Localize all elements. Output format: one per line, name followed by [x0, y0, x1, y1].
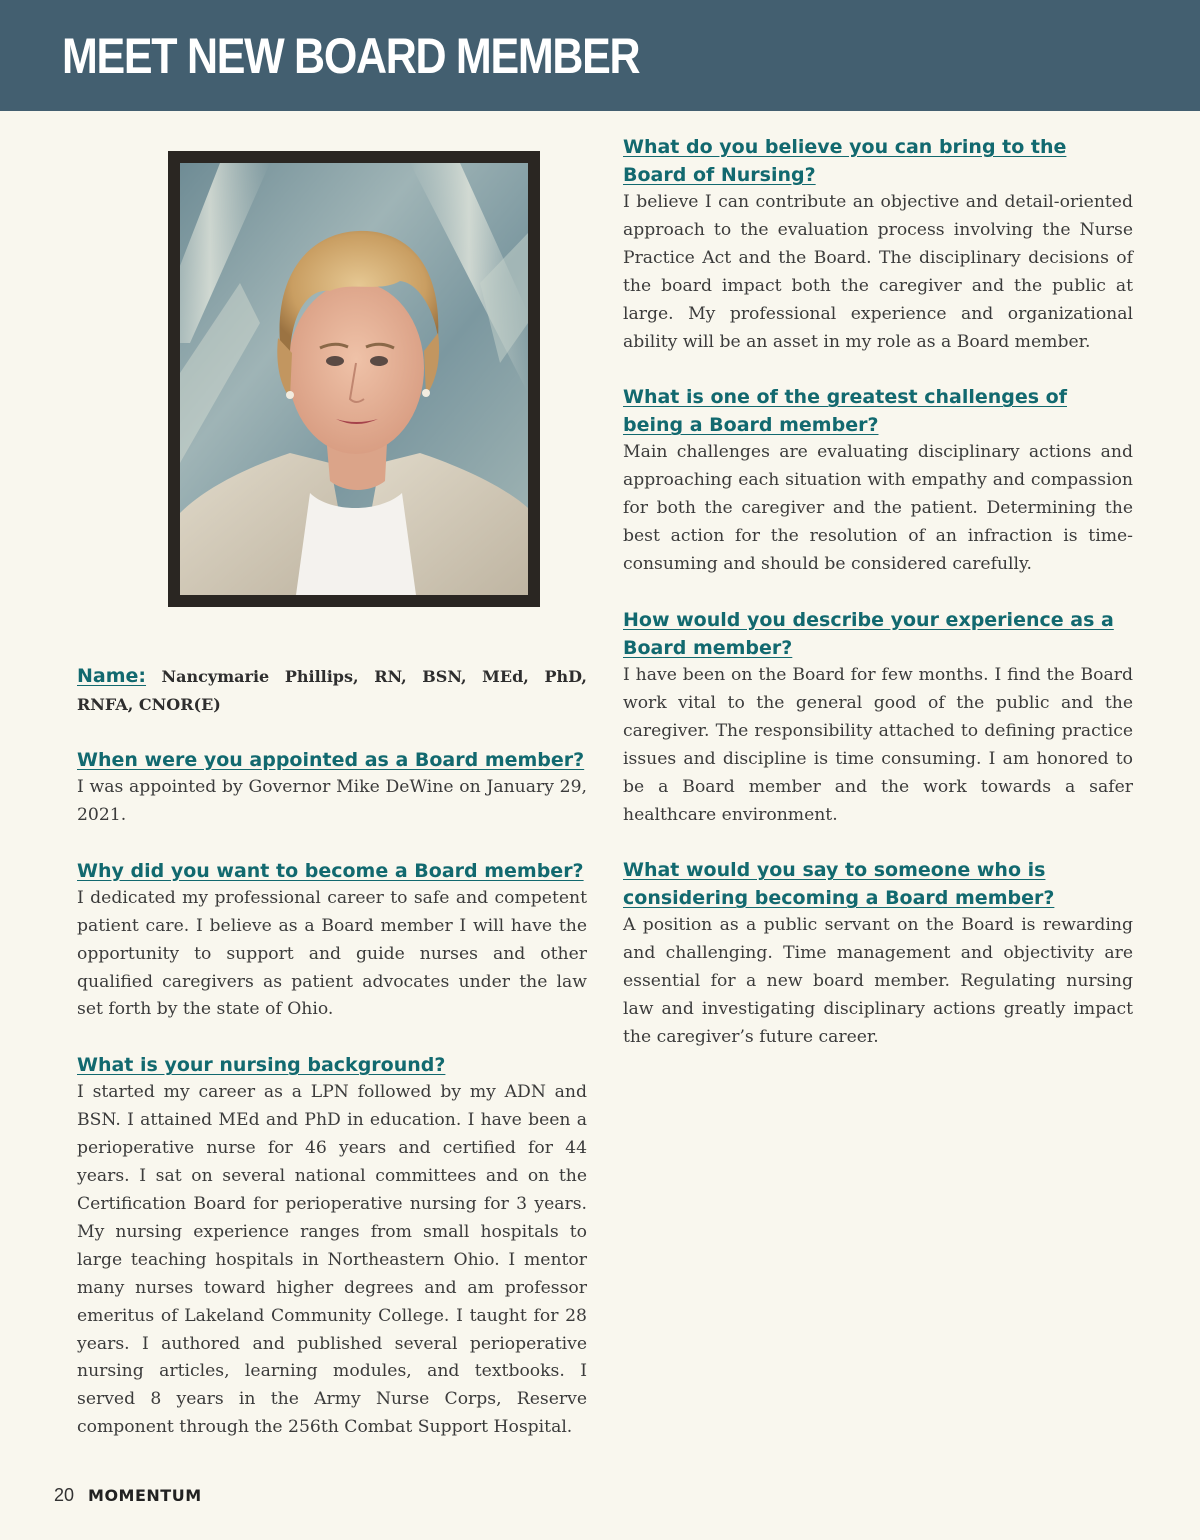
publication-name: MOMENTUM — [88, 1486, 202, 1505]
question-heading: What is one of the greatest challenges of being a Board member? — [623, 386, 1067, 437]
answer-text: A position as a public servant on the Board is rewarding and challenging. Time management and objectivity are essential for a new board member. Regulating nursing law and investigating disciplinary actions greatly impact the caregiver’s future career. — [623, 915, 1133, 1048]
page-number: 20 — [54, 1485, 75, 1505]
answer-text: I was appointed by Governor Mike DeWine on January 29, 2021. — [77, 777, 587, 825]
question-heading: What do you believe you can bring to the Board of Nursing? — [623, 136, 1067, 186]
answer-text: I have been on the Board for few months. I find the Board work vital to the general good of the public and the caregiver. The responsibility attached to defining practice issues and discipline is time consuming. I am honored to be a Board member and the work towards a safer healthcare environment. — [623, 664, 1133, 825]
name-line — [77, 662, 587, 719]
page-footer — [54, 1485, 202, 1506]
question-heading: When were you appointed as a Board member? — [77, 749, 585, 771]
question-heading: What would you say to someone who is considering becoming a Board member? — [623, 859, 1055, 910]
question-heading: How would you describe your experience as a Board member? — [623, 608, 1114, 659]
question-heading: What is your nursing background? — [77, 1054, 446, 1077]
left-column — [77, 662, 587, 1442]
page-title: MEET NEW BOARD MEMBER — [62, 28, 640, 84]
name-value: Nancymarie Phillips, RN, BSN, MEd, PhD, RNFA, CNOR(E) — [77, 667, 587, 714]
answer-text: I started my career as a LPN followed by my ADN and BSN. I attained MEd and PhD in education. I have been a perioperative nurse for 46 years and certified for 44 years. I sat on several national committees and on the Certification Board for perioperative nursing for 3 years. My nursing experience ranges from small hospitals to large teaching hospitals in Northeastern Ohio. I mentor many nurses toward higher degrees and am professor emeritus of Lakeland Community College. I taught for 28 years. I authored and published several perioperative nursing articles, learning modules, and textbooks. I served 8 years in the Army Nurse Corps, Reserve component through the 256th Combat Support Hospital. — [77, 1082, 587, 1438]
header-band — [0, 0, 1200, 111]
portrait-photo — [168, 151, 540, 607]
answer-text: I dedicated my professional career to safe and competent patient care. I believe as a Board member I will have the opportunity to support and guide nurses and other qualified caregivers as patient advocates under the law set forth by the state of Ohio. — [77, 887, 587, 1020]
right-column — [623, 133, 1133, 1052]
answer-text: Main challenges are evaluating disciplinary actions and approaching each situation with empathy and compassion for both the caregiver and the patient. Determining the best action for the resolution of an infraction is time-consuming and should be considered carefully. — [623, 442, 1133, 575]
name-label: Name: — [77, 665, 147, 687]
portrait-image — [180, 163, 528, 595]
question-heading: Why did you want to become a Board member? — [77, 859, 584, 882]
answer-text: I believe I can contribute an objective and detail-oriented approach to the evaluation process involving the Nurse Practice Act and the Board. The disciplinary decisions of the board impact both the caregiver and the public at large. My professional experience and organizational ability will be an asset in my role as a Board member. — [623, 192, 1133, 352]
